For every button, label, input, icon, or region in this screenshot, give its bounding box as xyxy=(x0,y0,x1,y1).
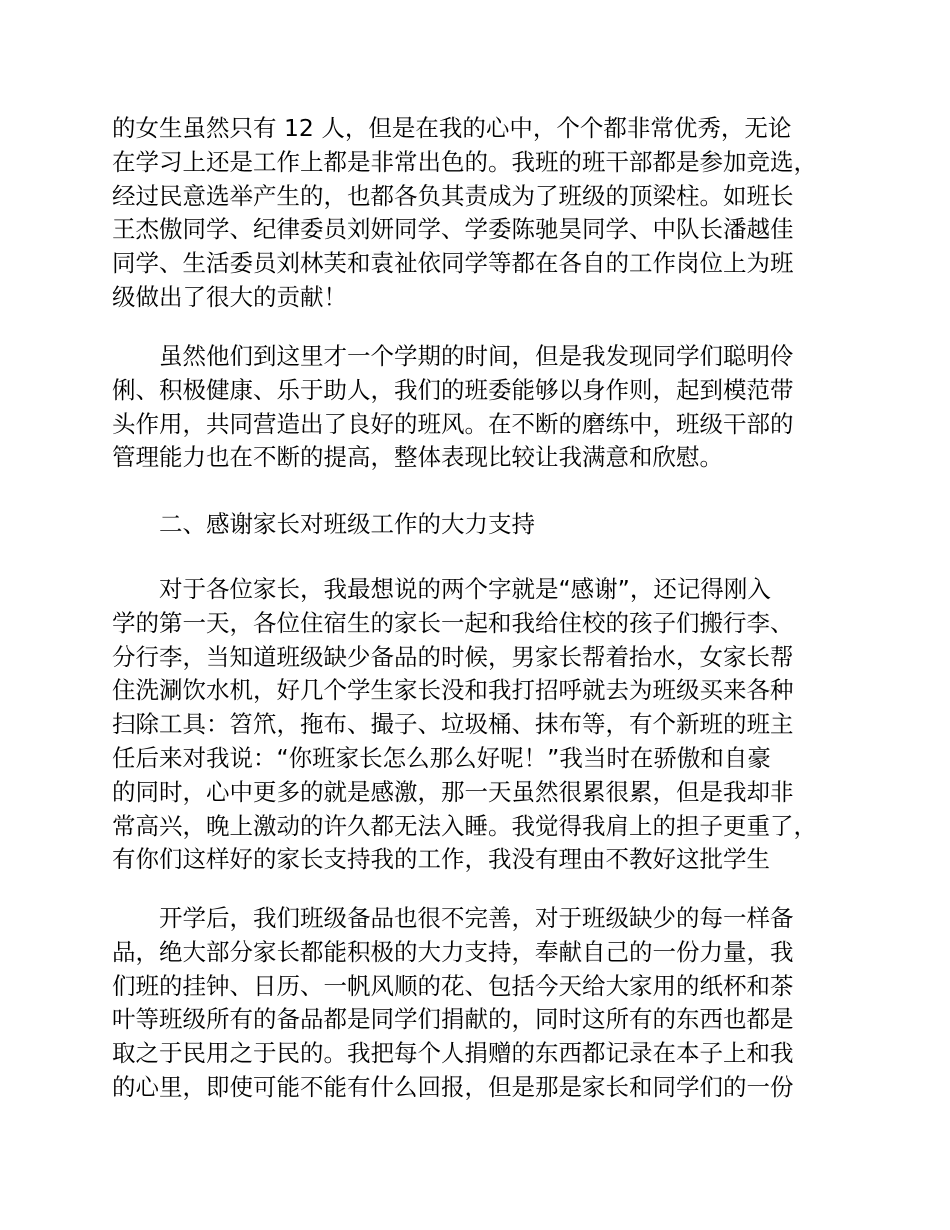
text-line: 任后来对我说：“你班家长怎么那么好呢！”我当时在骄傲和自豪 xyxy=(112,743,771,772)
text-line: 有你们这样好的家长支持我的工作，我没有理由不教好这批学生 xyxy=(112,845,770,874)
paragraph xyxy=(112,112,857,315)
text-line: 常高兴，晚上激动的许久都无法入睡。我觉得我肩上的担子更重了， xyxy=(112,811,817,840)
paragraph xyxy=(112,902,857,1105)
heading-line: 二、感谢家长对班级工作的大力支持 xyxy=(159,510,535,538)
text-line: 俐、积极健康、乐于助人，我们的班委能够以身作则，起到模范带 xyxy=(112,375,794,404)
text-line: 扫除工具：笤笊，拖布、撮子、垃圾桶、抹布等，有个新班的班主 xyxy=(112,710,794,739)
text-line: 在学习上还是工作上都是非常出色的。我班的班干部都是参加竞选， xyxy=(112,147,817,176)
text-line: 取之于民用之于民的。我把每个人捐赠的东西都记录在本子上和我 xyxy=(112,1039,794,1068)
text-line: 分行李，当知道班级缺少备品的时候，男家长帮着抬水，女家长帮 xyxy=(112,642,794,671)
text-line: 住洗涮饮水机，好几个学生家长没和我打招呼就去为班级买来各种 xyxy=(112,676,794,705)
text-line: 管理能力也在不断的提高，整体表现比较让我满意和欣慰。 xyxy=(112,443,723,472)
text-line: 经过民意选举产生的，也都各负其责成为了班级的顶梁柱。如班长 xyxy=(112,181,794,210)
text-line: 同学、生活委员刘林芙和袁祉依同学等都在各自的工作岗位上为班 xyxy=(112,249,794,278)
text-line: 学的第一天，各位住宿生的家长一起和我给住校的孩子们搬行李、 xyxy=(112,608,794,637)
text-line: 品，绝大部分家长都能积极的大力支持，奉献自己的一份力量，我 xyxy=(112,937,794,966)
text-line: 的女生虽然只有 12 人，但是在我的心中，个个都非常优秀，无论 xyxy=(112,114,792,142)
text-line: 们班的挂钟、日历、一帆风顺的花、包括今天给大家用的纸杯和茶 xyxy=(112,971,794,1000)
section-heading xyxy=(112,508,857,542)
paragraph xyxy=(112,340,857,475)
text-line: 虽然他们到这里才一个学期的时间，但是我发现同学们聪明伶 xyxy=(159,342,794,370)
text-line: 的心里，即使可能不能有什么回报，但是那是家长和同学们的一份 xyxy=(112,1072,794,1101)
text-line: 对于各位家长，我最想说的两个字就是“感谢”，还记得刚入 xyxy=(159,575,771,603)
text-line: 级做出了很大的贡献！ xyxy=(112,282,347,311)
text-line: 开学后，我们班级备品也很不完善，对于班级缺少的每一样备 xyxy=(159,904,794,932)
text-line: 王杰傲同学、纪律委员刘妍同学、学委陈驰昊同学、中队长潘越佳 xyxy=(112,215,794,244)
paragraph xyxy=(112,573,857,877)
text-line: 叶等班级所有的备品都是同学们捐献的，同时这所有的东西也都是 xyxy=(112,1005,794,1034)
text-line: 的同时，心中更多的就是感激，那一天虽然很累很累，但是我却非 xyxy=(112,777,794,806)
text-line: 头作用，共同营造出了良好的班风。在不断的磨练中，班级干部的 xyxy=(112,409,794,438)
